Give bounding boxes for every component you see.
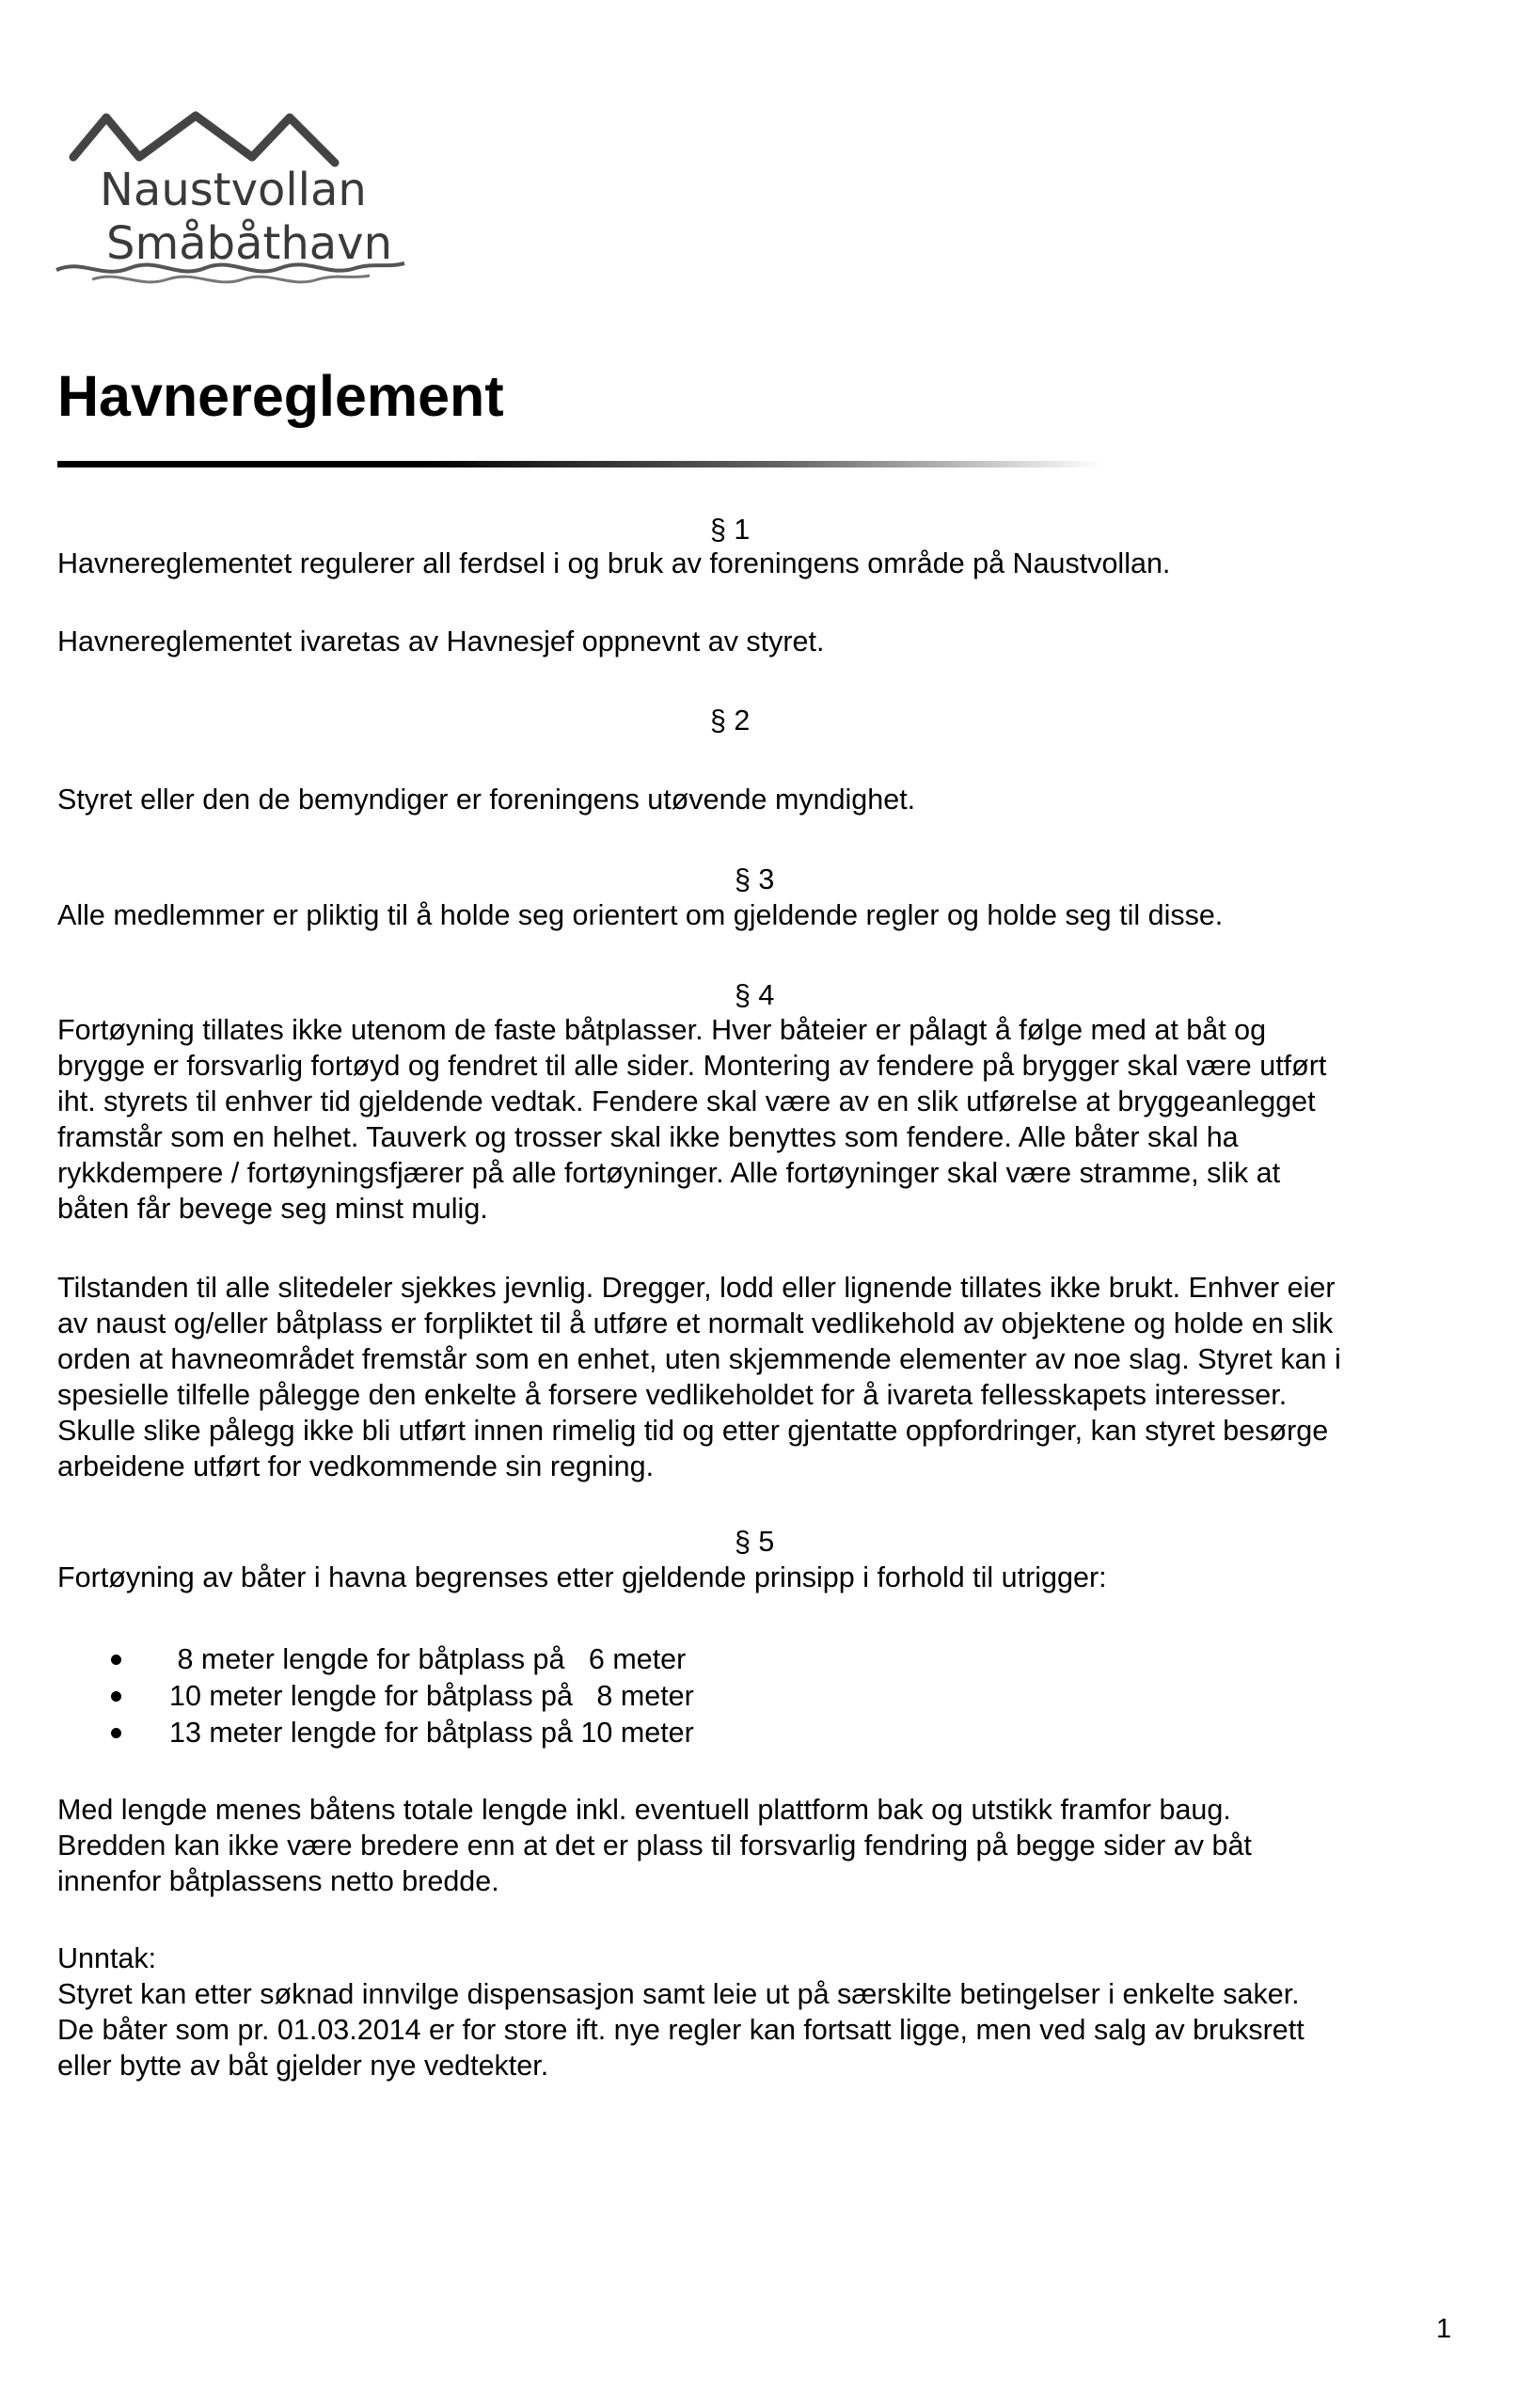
section-heading-4: § 4 xyxy=(735,979,775,1011)
paragraph-line: Skulle slike pålegg ikke bli utført innen rimelig tid og etter gjentatte oppfordringer, kan styret besørge xyxy=(57,1415,1329,1447)
wave-icon xyxy=(92,276,370,282)
paragraph-line: Styret kan etter søknad innvilge dispensasjon samt leie ut på særskilte betingelser i enkelte saker. xyxy=(57,1978,1300,2010)
paragraph-line: Havnereglementet regulerer all ferdsel i og bruk av foreningens område på Naustvollan. xyxy=(57,547,1171,579)
bullet-icon xyxy=(105,1715,126,1751)
exception-heading: Unntak: xyxy=(57,1942,157,1974)
paragraph-line: brygge er forsvarlig fortøyd og fendret til alle sider. Montering av fendere på brygger skal være utført xyxy=(57,1050,1327,1082)
page-number: 1 xyxy=(1436,2314,1452,2344)
paragraph-line: framstår som en helhet. Tauverk og trosser skal ikke benyttes som fendere. Alle båter skal ha xyxy=(57,1121,1239,1153)
paragraph-line: Bredden kan ikke være bredere enn at det er plass til forsvarlig fendring på begge sider av båt xyxy=(57,1830,1252,1861)
paragraph-line: Havnereglementet ivaretas av Havnesjef oppnevnt av styret. xyxy=(57,626,825,657)
paragraph-line: arbeidene utført for vedkommende sin regning. xyxy=(57,1450,655,1482)
list-item: 10 meter lengde for båtplass på 8 meter xyxy=(169,1680,694,1712)
naustvollan-logo xyxy=(55,108,412,296)
logo-text-line2: Småbåthavn xyxy=(106,217,393,270)
paragraph-line: innenfor båtplassens netto bredde. xyxy=(57,1865,499,1897)
paragraph-line: Alle medlemmer er pliktig til å holde seg orientert om gjeldende regler og holde seg til disse. xyxy=(57,899,1224,931)
logo-roof-icon xyxy=(73,116,335,163)
paragraph-line: spesielle tilfelle pålegge den enkelte å forsere vedlikeholdet for å ivareta fellesskapets interesser. xyxy=(57,1379,1288,1411)
paragraph-line: Tilstanden til alle slitedeler sjekkes jevnlig. Dregger, lodd eller lignende tillates ikke brukt. Enhver eier xyxy=(57,1272,1336,1304)
logo-text-line1: Naustvollan xyxy=(100,164,367,216)
paragraph-line: eller bytte av båt gjelder nye vedtekter. xyxy=(57,2050,549,2082)
paragraph-line: Fortøyning av båter i havna begrenses etter gjeldende prinsipp i forhold til utrigger: xyxy=(57,1561,1107,1593)
paragraph-line: De båter som pr. 01.03.2014 er for store ift. nye regler kan fortsatt ligge, men ved salg av bruksrett xyxy=(57,2014,1305,2046)
paragraph-line: orden at havneområdet fremstår som en enhet, uten skjemmende elementer av noe slag. Styret kan i xyxy=(57,1343,1341,1375)
bullet-icon xyxy=(105,1678,126,1714)
bullet-icon xyxy=(105,1641,126,1677)
list-item: 8 meter lengde for båtplass på 6 meter xyxy=(169,1643,687,1675)
title-divider xyxy=(57,461,1101,467)
paragraph-line: rykkdempere / fortøyningsfjærer på alle fortøyninger. Alle fortøyninger skal være stramme, slik at xyxy=(57,1157,1281,1189)
section-heading-2: § 2 xyxy=(710,705,751,737)
paragraph-line: Med lengde menes båtens totale lengde inkl. eventuell plattform bak og utstikk framfor baug. xyxy=(57,1794,1231,1826)
paragraph-line: Styret eller den de bemyndiger er foreningens utøvende myndighet. xyxy=(57,784,916,816)
section-heading-3: § 3 xyxy=(735,863,775,895)
section-heading-5: § 5 xyxy=(735,1526,775,1558)
paragraph-line: båten får bevege seg minst mulig. xyxy=(57,1193,488,1225)
paragraph-line: av naust og/eller båtplass er forpliktet til å utføre et normalt vedlikehold av objektene og holde en slik xyxy=(57,1307,1334,1339)
list-item: 13 meter lengde for båtplass på 10 meter xyxy=(169,1717,694,1749)
paragraph-line: Fortøyning tillates ikke utenom de faste båtplasser. Hver båteier er pålagt å følge med at båt og xyxy=(57,1014,1267,1046)
section-heading-1: § 1 xyxy=(710,514,751,546)
page-title: Havnereglement xyxy=(57,364,504,428)
paragraph-line: iht. styrets til enhver tid gjeldende vedtak. Fendere skal være av en slik utførelse at bryggeanlegget xyxy=(57,1085,1316,1117)
logo-graphic xyxy=(55,108,412,296)
